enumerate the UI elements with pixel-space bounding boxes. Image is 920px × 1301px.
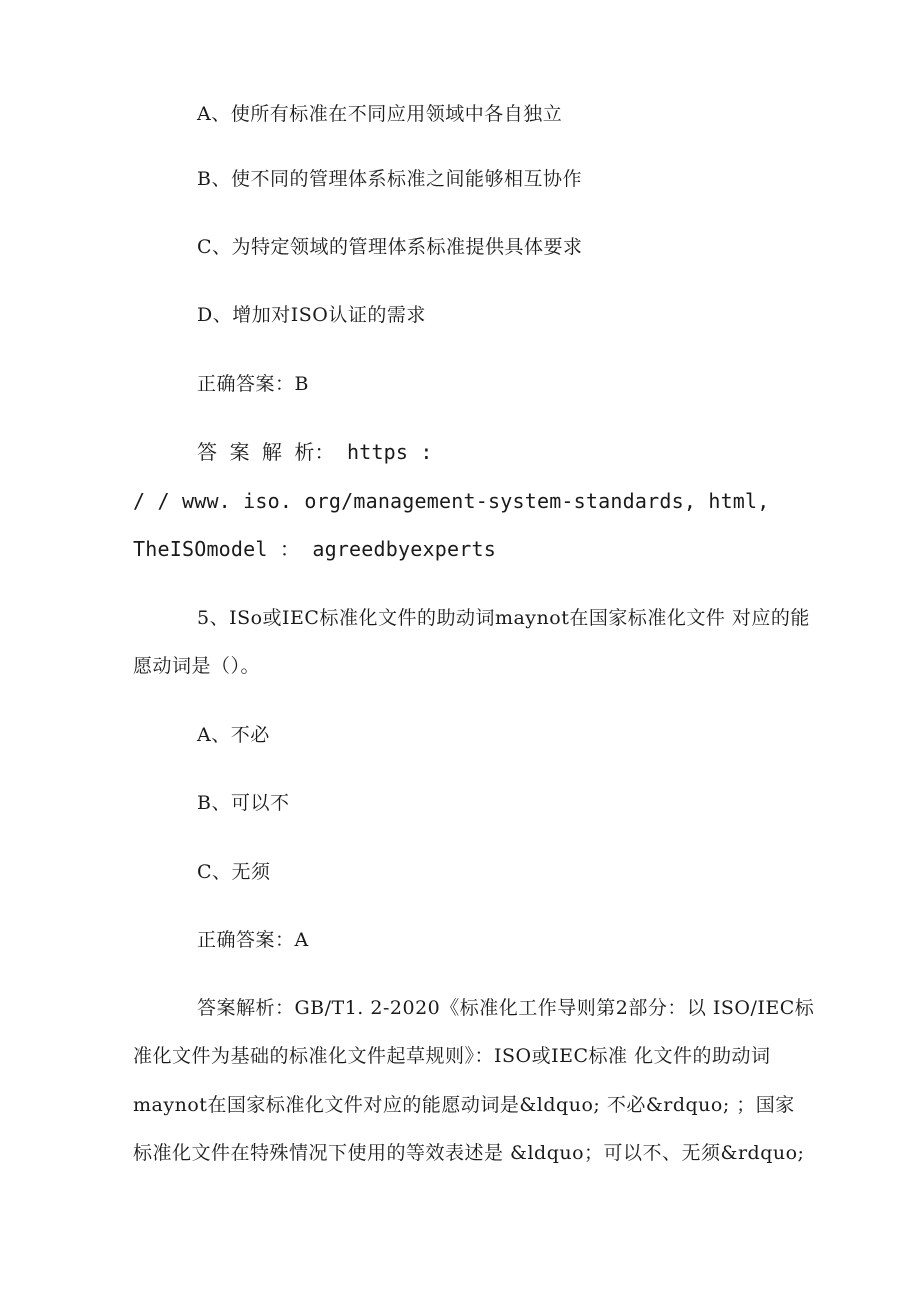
q4-option-d: D、增加对ISO认证的需求 <box>197 304 426 326</box>
q4-option-c: C、为特定领域的管理体系标准提供具体要求 <box>197 236 583 258</box>
q5-option-a: A、不必 <box>197 724 270 746</box>
q4-option-a: A、使所有标准在不同应用领域中各自独立 <box>197 103 563 125</box>
q4-explanation-line1: 答 案 解 析： https : <box>197 440 433 464</box>
q5-explanation-line4: 标准化文件在特殊情况下使用的等效表述是 &ldquo；可以不、无须&rdquo; <box>133 1142 805 1164</box>
q5-option-c: C、无须 <box>197 861 271 883</box>
q5-explanation-line3: maynot在国家标准化文件对应的能愿动词是&ldquo; 不必&rdquo; ；国家 <box>133 1094 795 1116</box>
q5-question-line2: 愿动词是（）。 <box>133 655 261 677</box>
q4-explanation-line3: TheISOmodel ： agreedbyexperts <box>133 537 496 561</box>
q4-answer: 正确答案：B <box>197 373 309 395</box>
q5-explanation-line1: 答案解析：GB/T1. 2-2020《标准化工作导则第2部分：以 ISO/IEC标 <box>197 997 815 1019</box>
q5-answer: 正确答案：A <box>197 929 309 951</box>
q4-explanation-line2: / / www. iso. org/management-system-standards, html, <box>133 489 770 513</box>
q5-option-b: B、可以不 <box>197 792 290 814</box>
q4-option-b: B、使不同的管理体系标准之间能够相互协作 <box>197 168 582 190</box>
q5-explanation-line2: 准化文件为基础的标准化文件起草规则》：ISO或IEC标准 化文件的助动词 <box>133 1045 771 1067</box>
q5-question-line1: 5、ISo或IEC标准化文件的助动词maynot在国家标准化文件 对应的能 <box>197 607 810 629</box>
